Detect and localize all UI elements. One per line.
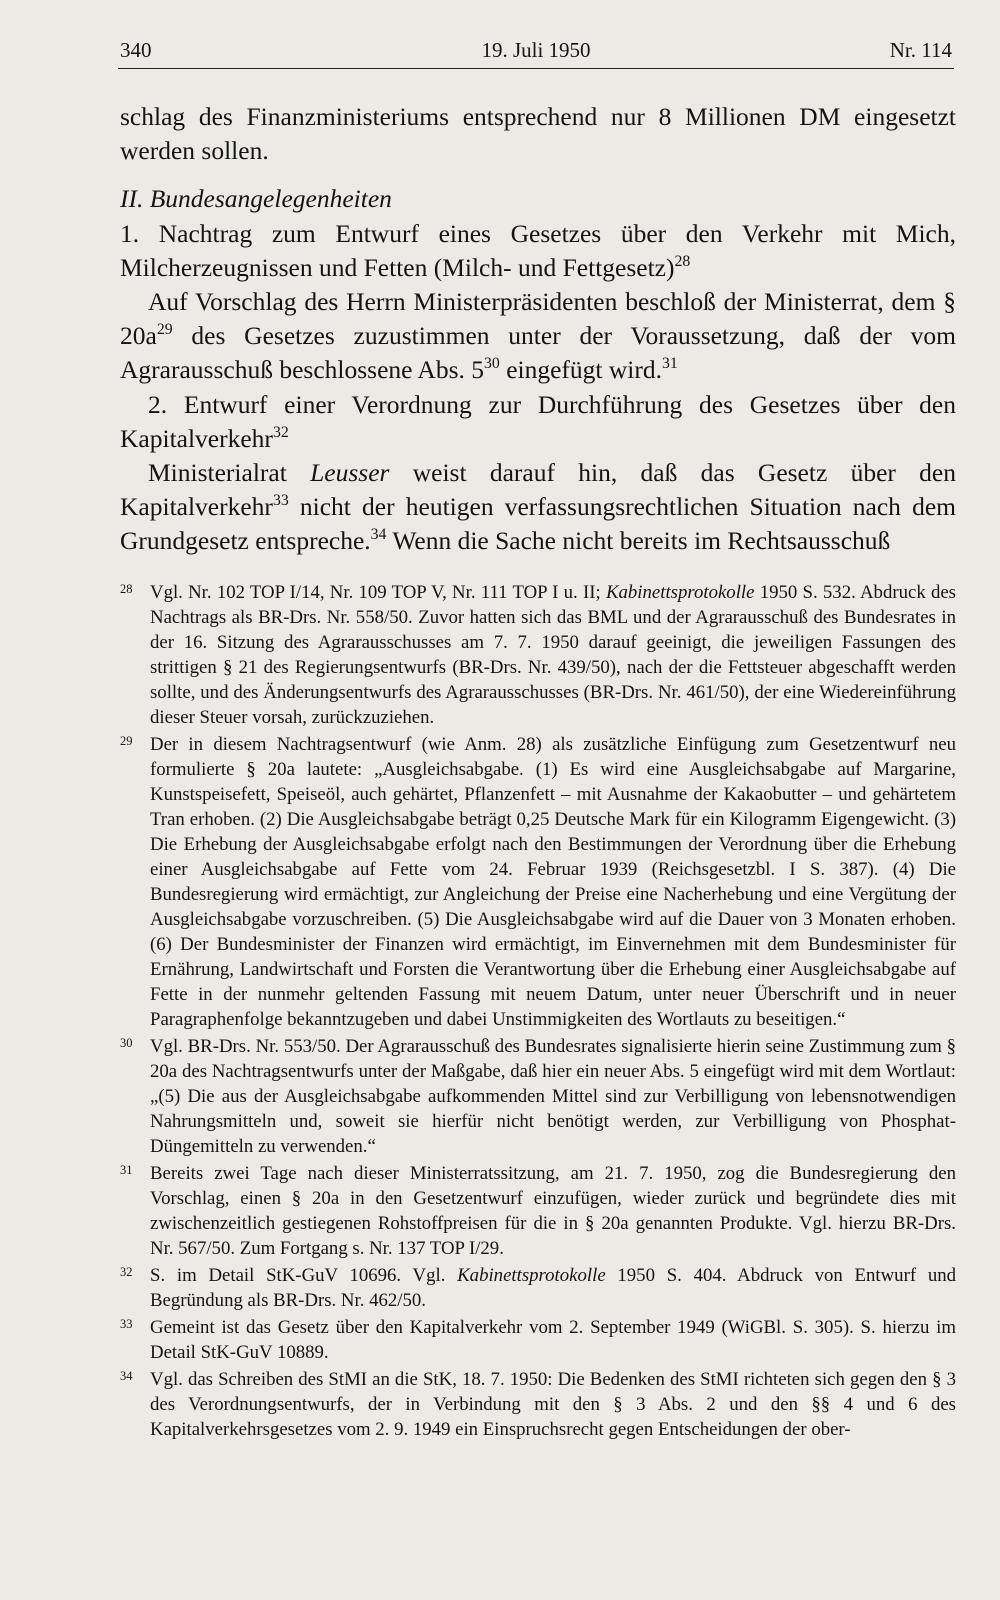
footnote-text: Vgl. BR-Drs. Nr. 553/50. Der Agrarausschuß des Bundesrates signalisierte hierin seine Zustimmung zum § 20a des Nachtragsentwurfs unter der Maßgabe, daß hier ein neuer Abs. 5 eingefügt wird mit dem Wortlaut: „(5) Die aus der Ausgleichsabgabe aufkommenden Mittel sind zur Verbilligung von lebensnotwendigen Nahrungsmitteln und, soweit sie hierfür nicht benötigt werden, zur Verbilligung von Phosphat-Düngemitteln zu verwenden.“ [150, 1036, 956, 1157]
item1-text-a: Auf Vorschlag des Herrn Ministerpräsidenten beschloß der Ministerrat, dem § 20a [120, 287, 956, 351]
agenda-item-1-title [120, 217, 956, 285]
footnote-text: Gemeint ist das Gesetz über den Kapitalverkehr vom 2. September 1949 (WiGBl. S. 305). S. hierzu im Detail StK-GuV 10889. [150, 1317, 956, 1363]
agenda-item-2-paragraph [120, 456, 956, 559]
footnote-text: Bereits zwei Tage nach dieser Ministerratssitzung, am 21. 7. 1950, zog die Bundesregierung den Vorschlag, einen § 20a in den Gesetzentwurf einzufügen, wieder zurück und begründete dies mit zwischenzeitlich gestiegenen Rohstoffpreisen für die in § 20a genannten Produkte. Vgl. hierzu BR-Drs. Nr. 567/50. Zum Fortgang s. Nr. 137 TOP I/29. [150, 1163, 956, 1259]
page-number: 340 [120, 38, 152, 62]
footnote-34 [120, 1367, 956, 1442]
footnote-number: 29 [120, 734, 133, 748]
footnote-number: 33 [120, 1317, 133, 1331]
running-header [118, 36, 954, 69]
agenda-item-1-paragraph [120, 285, 956, 388]
footnote-30 [120, 1034, 956, 1159]
footnote-text: S. im Detail StK-GuV 10696. Vgl. [150, 1265, 458, 1286]
item2-text-a: Ministerialrat [148, 458, 311, 488]
footnote-text: Der in diesem Nachtragsentwurf (wie Anm. 28) als zusätzliche Einfügung zum Gesetzentwurf neu formulierte § 20a lautete: „Ausgleichsabgabe. (1) Es wird eine Ausgleichsabgabe auf Margarine, Kunstspeisefett, Speiseöl, auch gehärtet, Pflanzenfett – mit Ausnahme der Kakaobutter – und gehärtetem Tran erhoben. (2) Die Ausgleichsabgabe beträgt 0,25 Deutsche Mark für ein Kilogramm Eigengewicht. (3) Die Erhebung der Ausgleichsabgabe erfolgt nach den Bestimmungen der Verordnung über die Erhebung einer Ausgleichsabgabe auf Fette vom 24. Februar 1939 (Reichsgesetzbl. I S. 387). (4) Die Bundesregierung wird ermächtigt, zur Angleichung der Preise eine Nacherhebung und eine Vergütung der Ausgleichsabgabe vorzuschreiben. (5) Die Ausgleichsabgabe wird auf die Dauer von 3 Monaten erhoben. (6) Der Bundesminister der Finanzen wird ermächtigt, im Einvernehmen mit dem Bundesminister für Ernährung, Landwirtschaft und Forsten die Verantwortung über die Erhebung einer Ausgleichsabgabe auf Fette in der nunmehr geltenden Fassung mit neuem Datum, unter neuer Überschrift und in neuer Paragraphenfolge bekanntzugeben und dabei Unstimmigkeiten des Wortlauts zu beseitigen.“ [150, 734, 956, 1030]
footnote-number: 32 [120, 1265, 133, 1279]
main-text [120, 100, 956, 559]
item2-text-b: weist darauf hin, daß das Gesetz über den Kapitalverkehr [120, 458, 956, 522]
footnote-ref-28[interactable]: 28 [674, 253, 691, 271]
section-heading: II. Bundesangelegenheiten [120, 184, 392, 214]
item1-text-c: eingefügt wird. [499, 355, 662, 385]
footnote-text: 1950 S. 404. Abdruck von Entwurf und Begründung als BR-Drs. Nr. 462/50. [150, 1265, 956, 1311]
footnote-text: 1950 S. 532. Abdruck des Nachtrags als BR-Drs. Nr. 558/50. Zuvor hatten sich das BML und der Agrarausschuß des Bundesrates in der 16. Sitzung des Agrarausschusses am 7. 7. 1950 darauf geeinigt, die jeweiligen Fassungen des strittigen § 21 des Regierungsentwurfs (BR-Drs. Nr. 439/50), nach der die Fettsteuer abgeschafft werden sollte, und des Änderungsentwurfs des Agrarausschusses (BR-Drs. Nr. 461/50), der eine Wiedereinführung dieser Steuer vorsah, zurückzuziehen. [150, 582, 956, 728]
header-date: 19. Juli 1950 [481, 38, 591, 62]
footnote-33 [120, 1315, 956, 1365]
footnote-ref-32[interactable]: 32 [272, 424, 289, 442]
footnote-number: 34 [120, 1369, 133, 1383]
agenda-item-2-title-text: 2. Entwurf einer Verordnung zur Durchführung des Gesetzes über den Kapitalverkehr [120, 389, 956, 453]
header-issue-number: Nr. 114 [889, 38, 952, 62]
footnote-number: 28 [120, 582, 133, 596]
footnote-ref-30[interactable]: 30 [484, 355, 500, 373]
footnote-ref-31[interactable]: 31 [661, 355, 678, 373]
footnote-31 [120, 1161, 956, 1261]
footnote-italic-title: Kabinettsprotokolle [457, 1265, 606, 1286]
footnote-32 [120, 1263, 956, 1313]
footnote-text: Vgl. Nr. 102 TOP I/14, Nr. 109 TOP V, Nr. 111 TOP I u. II; [150, 582, 606, 603]
agenda-item-1-title-text: 1. Nachtrag zum Entwurf eines Gesetzes über den Verkehr mit Mich, Milcherzeugnissen und Fetten (Milch- und Fettgesetz) [120, 218, 956, 282]
footnote-ref-34[interactable]: 34 [370, 526, 387, 544]
footnote-italic-title: Kabinettsprotokolle [605, 582, 755, 603]
footnote-29 [120, 732, 956, 1032]
footnote-28 [120, 580, 956, 730]
item2-text-c: nicht der heutigen verfassungsrechtlichen Situation nach dem Grundgesetz entspreche. [120, 492, 956, 556]
footnotes [120, 580, 956, 1444]
item2-text-d: Wenn die Sache nicht bereits im Rechtsausschuß [386, 526, 891, 556]
item1-text-b: des Gesetzes zuzustimmen unter der Voraussetzung, daß der vom Agrarausschuß beschlossene Abs. 5 [120, 321, 956, 385]
footnote-ref-29[interactable]: 29 [156, 321, 173, 339]
footnote-number: 30 [120, 1036, 133, 1050]
footnote-ref-33[interactable]: 33 [272, 492, 289, 510]
person-name-leusser: Leusser [310, 458, 390, 488]
footnote-number: 31 [120, 1163, 133, 1177]
footnote-text: Vgl. das Schreiben des StMI an die StK, 18. 7. 1950: Die Bedenken des StMI richteten sich gegen den § 3 des Verordnungsentwurfs, der in Verbindung mit den § 3 Abs. 2 und den §§ 4 und 6 des Kapitalverkehrsgesetzes vom 2. 9. 1949 ein Einspruchsrecht gegen Entscheidungen der ober- [150, 1369, 956, 1440]
continuation-paragraph: schlag des Finanzministeriums entsprechend nur 8 Millionen DM eingesetzt werden sollen. [120, 102, 956, 166]
agenda-item-2-title [120, 388, 956, 456]
